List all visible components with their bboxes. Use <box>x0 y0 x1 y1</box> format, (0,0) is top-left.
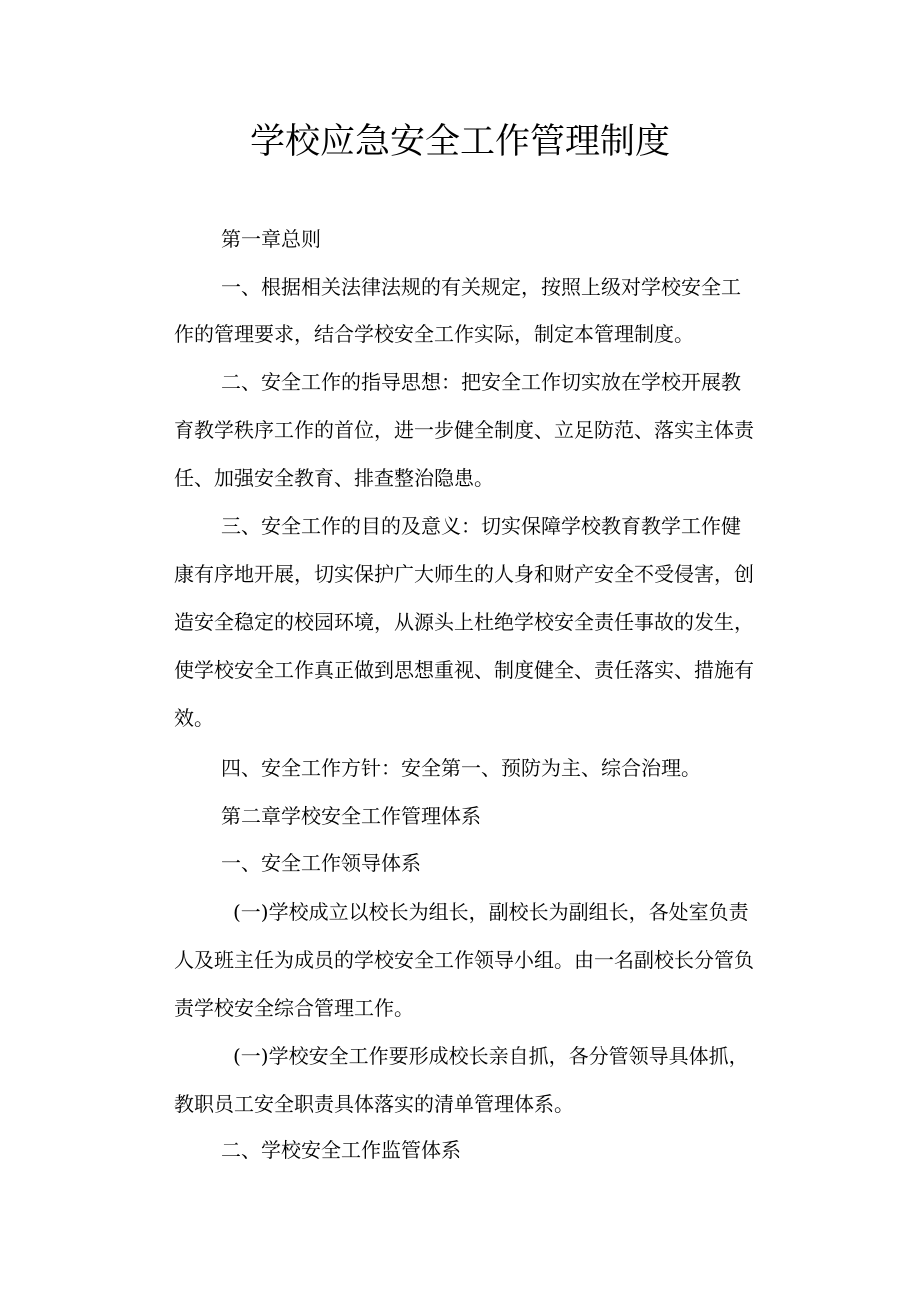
paragraph-line: 四、安全工作方针：安全第一、预防为主、综合治理。 <box>221 756 701 780</box>
paragraph-line: 人及班主任为成员的学校安全工作领导小组。由一名副校长分管负 <box>174 948 754 972</box>
paragraph-line: 使学校安全工作真正做到思想重视、制度健全、责任落实、措施有 <box>174 658 754 682</box>
paragraph-line: (一)学校安全工作要形成校长亲自抓，各分管领导具体抓， <box>233 1044 749 1068</box>
paragraph-line: 二、安全工作的指导思想：把安全工作切实放在学校开展教 <box>221 370 741 394</box>
section-heading: 二、学校安全工作监管体系 <box>221 1138 461 1162</box>
document-title: 学校应急安全工作管理制度 <box>249 122 670 162</box>
paragraph-line: 任、加强安全教育、排查整治隐患。 <box>174 466 494 490</box>
chapter-heading: 第二章学校安全工作管理体系 <box>221 804 481 828</box>
paragraph-line: 作的管理要求，结合学校安全工作实际，制定本管理制度。 <box>174 322 694 346</box>
paragraph-line: 责学校安全综合管理工作。 <box>174 996 414 1020</box>
paragraph-line: 效。 <box>174 706 214 730</box>
section-heading: 一、安全工作领导体系 <box>221 851 421 875</box>
paragraph-line: 三、安全工作的目的及意义：切实保障学校教育教学工作健 <box>221 514 741 538</box>
paragraph-line: (一)学校成立以校长为组长，副校长为副组长，各处室负责 <box>233 900 749 924</box>
paragraph-line: 教职员工安全职责具体落实的清单管理体系。 <box>174 1092 574 1116</box>
paragraph-line: 育教学秩序工作的首位，进一步健全制度、立足防范、落实主体责 <box>174 418 754 442</box>
chapter-heading: 第一章总则 <box>221 227 321 251</box>
paragraph-line: 造安全稳定的校园环境，从源头上杜绝学校安全责任事故的发生， <box>174 610 754 634</box>
paragraph-line: 一、根据相关法律法规的有关规定，按照上级对学校安全工 <box>221 275 741 299</box>
paragraph-line: 康有序地开展，切实保护广大师生的人身和财产安全不受侵害，创 <box>174 562 754 586</box>
